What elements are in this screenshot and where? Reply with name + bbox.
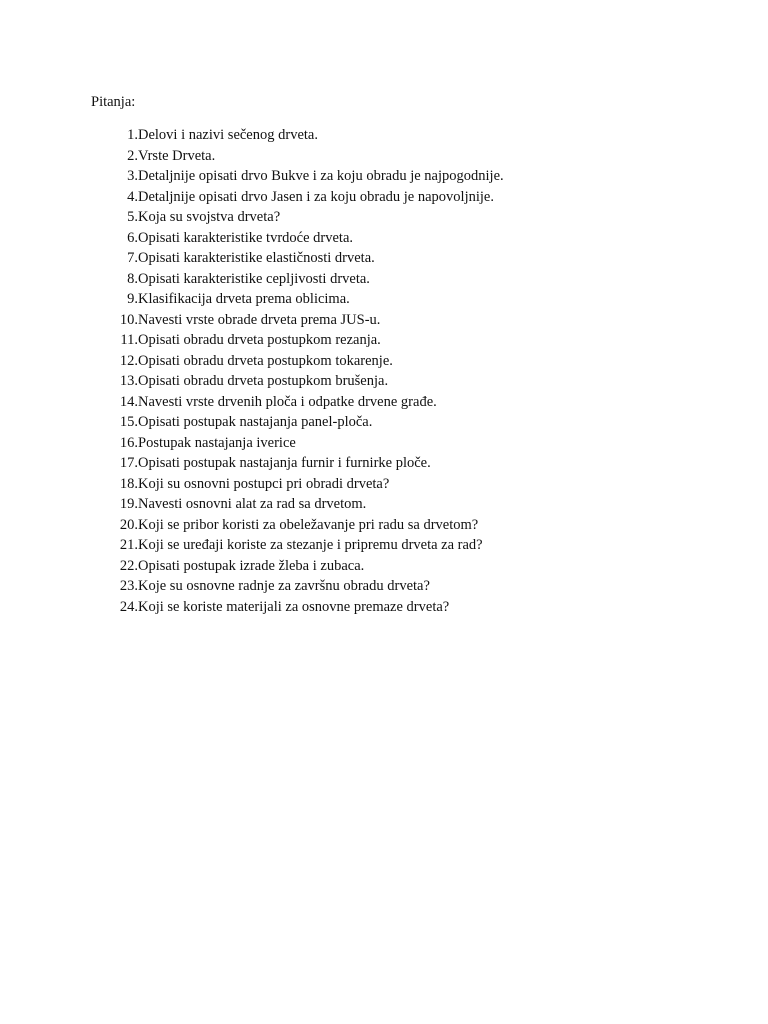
question-text: Postupak nastajanja iverice [138, 434, 296, 451]
question-text: Detaljnije opisati drvo Bukve i za koju obradu je najpogodnije. [138, 168, 504, 184]
question-text: Koje su osnovne radnje za završnu obradu drveta? [138, 578, 430, 594]
list-number: 20. [119, 516, 138, 533]
list-item [91, 127, 504, 148]
list-number: 17. [119, 455, 138, 471]
question-text: Opisati obradu drveta postupkom tokarenje. [138, 352, 393, 369]
list-number: 14. [119, 393, 138, 410]
list-item [91, 558, 504, 579]
list-item [91, 394, 504, 415]
list-item [91, 353, 504, 374]
list-number: 2. [127, 147, 138, 164]
question-text: Navesti vrste drvenih ploča i odpatke drvene građe. [138, 393, 437, 410]
list-item [91, 148, 504, 169]
list-item [91, 168, 504, 189]
question-text: Vrste Drveta. [138, 147, 216, 164]
list-item [91, 373, 504, 394]
list-item [91, 537, 504, 558]
question-text: Navesti osnovni alat za rad sa drvetom. [138, 496, 367, 512]
list-number: 1. [127, 127, 138, 143]
page-heading: Pitanja: [91, 94, 136, 110]
list-number: 9. [127, 291, 138, 307]
question-text: Opisati karakteristike cepljivosti drveta. [138, 270, 370, 287]
list-item [91, 455, 504, 476]
list-item [91, 496, 504, 517]
list-item [91, 599, 504, 620]
question-text: Koja su svojstva drveta? [138, 209, 281, 225]
list-number: 6. [127, 229, 138, 246]
list-item [91, 209, 504, 230]
question-text: Opisati karakteristike tvrdoće drveta. [138, 229, 354, 246]
question-text: Opisati postupak nastajanja panel-ploča. [138, 414, 373, 430]
question-text: Delovi i nazivi sečenog drveta. [138, 127, 318, 143]
list-item [91, 414, 504, 435]
question-text: Koji su osnovni postupci pri obradi drveta? [138, 475, 390, 492]
list-number: 15. [119, 414, 138, 430]
question-list [91, 127, 504, 619]
list-item [91, 312, 504, 333]
list-number: 11. [120, 332, 138, 348]
list-item [91, 250, 504, 271]
question-text: Detaljnije opisati drvo Jasen i za koju obradu je napovoljnije. [138, 188, 494, 205]
list-item [91, 189, 504, 210]
question-text: Opisati postupak nastajanja furnir i furnirke ploče. [138, 455, 431, 471]
list-item [91, 332, 504, 353]
list-item [91, 517, 504, 538]
question-text: Koji se koriste materijali za osnovne premaze drveta? [138, 598, 450, 615]
list-item [91, 271, 504, 292]
list-number: 8. [127, 270, 138, 287]
question-text: Koji se pribor koristi za obeležavanje pri radu sa drvetom? [138, 516, 479, 533]
list-number: 23. [119, 578, 138, 594]
list-number: 12. [119, 352, 138, 369]
list-number: 24. [119, 598, 138, 615]
question-text: Koji se uređaji koriste za stezanje i pripremu drveta za rad? [138, 537, 483, 553]
list-number: 7. [127, 250, 138, 266]
list-item [91, 435, 504, 456]
list-item [91, 291, 504, 312]
list-number: 5. [127, 209, 138, 225]
list-number: 16. [119, 434, 138, 451]
list-number: 22. [119, 557, 138, 574]
list-number: 13. [119, 373, 138, 389]
list-number: 10. [119, 311, 138, 328]
question-text: Opisati postupak izrade žleba i zubaca. [138, 557, 365, 574]
list-item [91, 578, 504, 599]
list-number: 21. [119, 537, 138, 553]
question-text: Opisati karakteristike elastičnosti drveta. [138, 250, 375, 266]
list-number: 3. [127, 168, 138, 184]
question-text: Opisati obradu drveta postupkom brušenja. [138, 373, 389, 389]
list-item [91, 476, 504, 497]
list-number: 18. [119, 475, 138, 492]
list-number: 19. [119, 496, 138, 512]
list-number: 4. [127, 188, 138, 205]
question-text: Opisati obradu drveta postupkom rezanja. [138, 332, 381, 348]
question-text: Klasifikacija drveta prema oblicima. [138, 291, 350, 307]
question-text: Navesti vrste obrade drveta prema JUS-u. [138, 311, 381, 328]
list-item [91, 230, 504, 251]
